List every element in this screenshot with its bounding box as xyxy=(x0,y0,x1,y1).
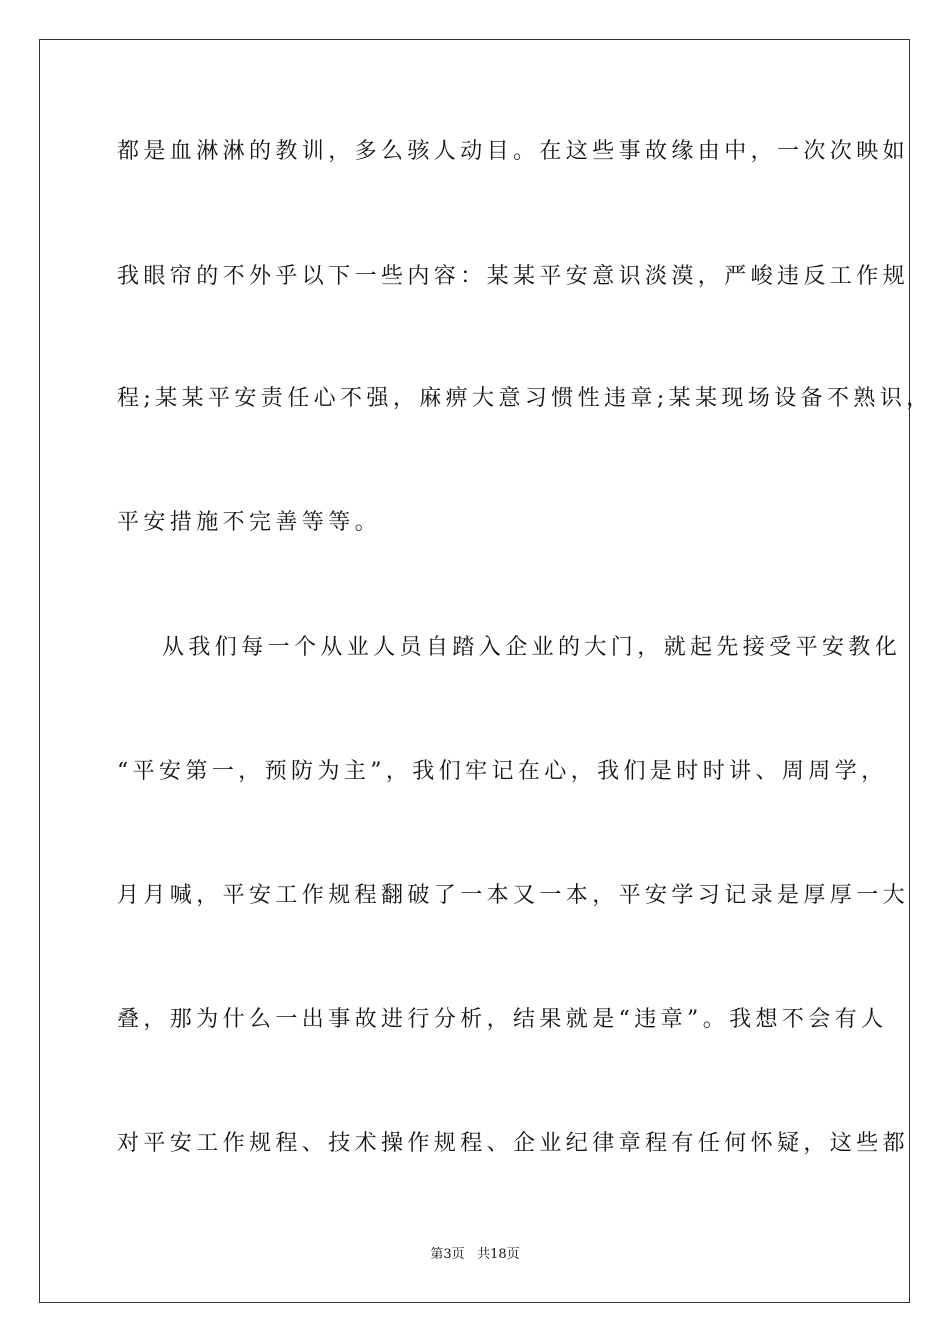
page-total: 共18页 xyxy=(477,1247,520,1262)
page-number: 第3页 xyxy=(430,1247,465,1262)
paragraph-line: “平安第一，预防为主”，我们牢记在心，我们是时时讲、周周学， xyxy=(117,759,888,784)
paragraph-line: 对平安工作规程、技术操作规程、企业纪律章程有任何怀疑，这些都 xyxy=(117,1131,910,1156)
page-frame xyxy=(39,39,933,1303)
page-footer xyxy=(0,1246,950,1264)
paragraph-line: 平安措施不完善等等。 xyxy=(117,510,382,535)
paragraph-line: 都是血淋淋的教训，多么骇人动目。在这些事故缘由中，一次次映如 xyxy=(117,139,910,164)
paragraph-line: 月月喊，平安工作规程翻破了一本又一本，平安学习记录是厚厚一大 xyxy=(117,883,910,908)
paragraph-line: 我眼帘的不外乎以下一些内容：某某平安意识淡漠，严峻违反工作规 xyxy=(117,264,910,289)
paragraph-line: 从我们每一个从业人员自踏入企业的大门，就起先接受平安教化 xyxy=(162,635,902,660)
paragraph-line: 程;某某平安责任心不强，麻痹大意习惯性违章;某某现场设备不熟识， xyxy=(117,386,933,411)
paragraph-line: 叠，那为什么一出事故进行分析，结果就是“违章”。我想不会有人 xyxy=(117,1007,888,1032)
